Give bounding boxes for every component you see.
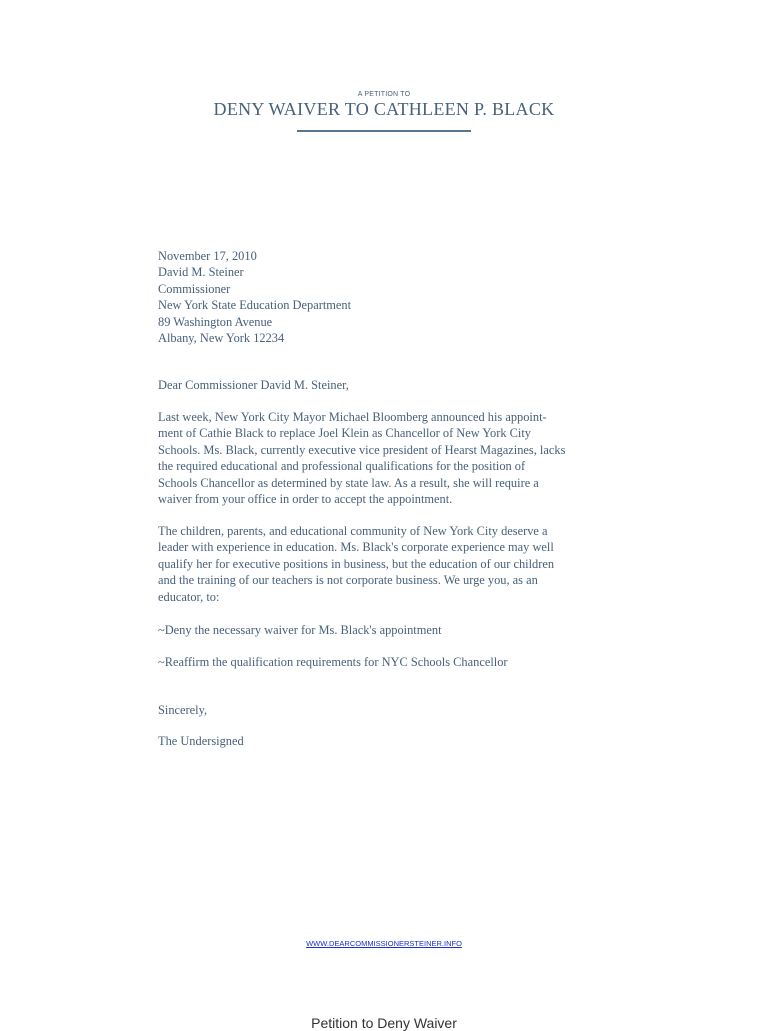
letter-paragraph-2 [158, 523, 618, 605]
demand-reaffirm-requirements: ~Reaffirm the qualification requirements for NYC Schools Chancellor [158, 655, 508, 669]
paragraph-line: Last week, New York City Mayor Michael Bloomberg announced his appoint- [158, 410, 547, 424]
recipient-city: Albany, New York 12234 [158, 331, 285, 346]
letter-paragraph-1 [158, 409, 618, 507]
title-underline [297, 130, 471, 132]
footer-link-container [0, 939, 768, 948]
recipient-street: 89 Washington Avenue [158, 314, 273, 329]
recipient-name: David M. Steiner [158, 265, 244, 280]
document-caption: Petition to Deny Waiver [311, 1015, 457, 1031]
paragraph-line: the required educational and professional qualifications for the position of [158, 459, 526, 474]
letter-date: November 17, 2010 [158, 249, 257, 263]
demand-deny-waiver: ~Deny the necessary waiver for Ms. Black's appointment [158, 623, 442, 637]
paragraph-line: Schools Chancellor as determined by state law. As a result, she will require a [158, 475, 539, 490]
paragraph-line: leader with experience in education. Ms. Black's corporate experience may well [158, 540, 554, 555]
paragraph-line: qualify her for executive positions in business, but the education of our children [158, 556, 555, 571]
recipient-department: New York State Education Department [158, 298, 352, 313]
paragraph-line: waiver from your office in order to accept the appointment. [158, 492, 453, 507]
recipient-title: Commissioner [158, 281, 231, 296]
website-link[interactable]: WWW.DEARCOMMISSIONERSTEINER.INFO [306, 939, 462, 948]
petition-kicker: A PETITION TO [357, 91, 411, 98]
letter-salutation: Dear Commissioner David M. Steiner, [158, 378, 349, 392]
paragraph-line: educator, to: [158, 589, 220, 604]
paragraph-line: and the training of our teachers is not corporate business. We urge you, as an [158, 573, 538, 588]
petition-title: DENY WAIVER TO CATHLEEN P. BLACK [213, 99, 555, 119]
paragraph-line: The children, parents, and educational community of New York City deserve a [158, 524, 548, 538]
paragraph-line: Schools. Ms. Black, currently executive vice president of Hearst Magazines, lacks [158, 442, 566, 457]
letter-address-block [158, 248, 618, 346]
letter-closing: Sincerely, [158, 703, 208, 717]
letter-signature: The Undersigned [158, 734, 244, 748]
paragraph-line: ment of Cathie Black to replace Joel Klein as Chancellor of New York City [158, 426, 532, 441]
